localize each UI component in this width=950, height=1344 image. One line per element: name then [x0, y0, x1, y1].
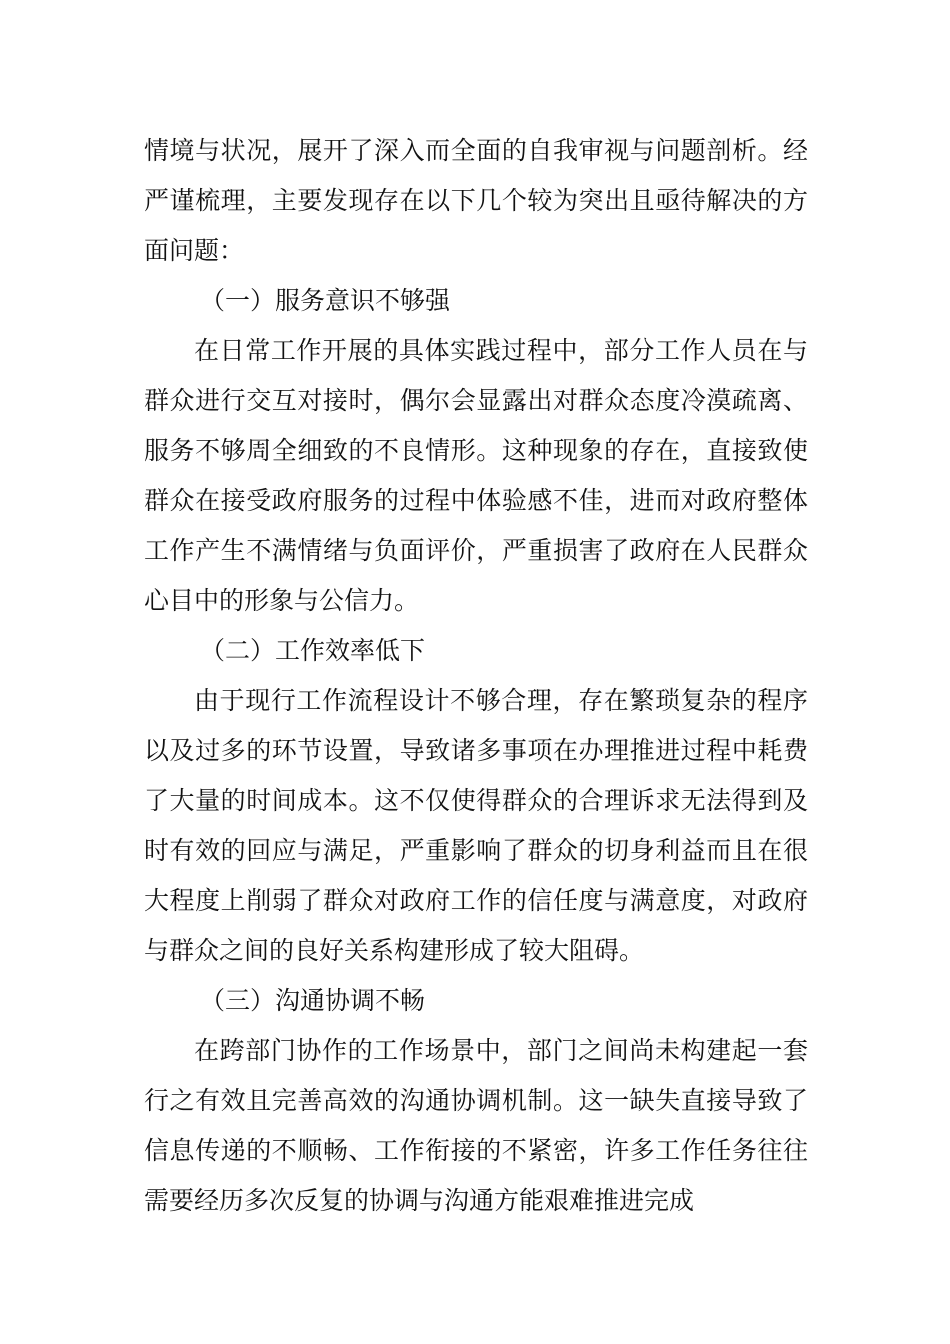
section-heading-3: （三）沟通协调不畅: [200, 986, 426, 1015]
document-page: [144, 126, 808, 1226]
section-heading-1: （一）服务意识不够强: [200, 286, 451, 315]
section-3-paragraph: 在跨部门协作的工作场景中，部门之间尚未构建起一套行之有效且完善高效的沟通协调机制。这一缺失直接导致了信息传递的不顺畅、工作衔接的不紧密，许多工作任务往往需要经历多次反复的协调与沟通方能艰难推进完成: [144, 1036, 808, 1215]
section-heading-2: （二）工作效率低下: [200, 636, 426, 665]
intro-paragraph: 情境与状况，展开了深入而全面的自我审视与问题剖析。经严谨梳理，主要发现存在以下几个较为突出且亟待解决的方面问题：: [144, 136, 808, 265]
section-2-paragraph: 由于现行工作流程设计不够合理，存在繁琐复杂的程序以及过多的环节设置，导致诸多事项在办理推进过程中耗费了大量的时间成本。这不仅使得群众的合理诉求无法得到及时有效的回应与满足，严重影响了群众的切身利益而且在很大程度上削弱了群众对政府工作的信任度与满意度，对政府与群众之间的良好关系构建形成了较大阻碍。: [144, 686, 808, 965]
section-1-paragraph: 在日常工作开展的具体实践过程中，部分工作人员在与群众进行交互对接时，偶尔会显露出对群众态度冷漠疏离、服务不够周全细致的不良情形。这种现象的存在，直接致使群众在接受政府服务的过程中体验感不佳，进而对政府整体工作产生不满情绪与负面评价，严重损害了政府在人民群众心目中的形象与公信力。: [144, 336, 808, 615]
